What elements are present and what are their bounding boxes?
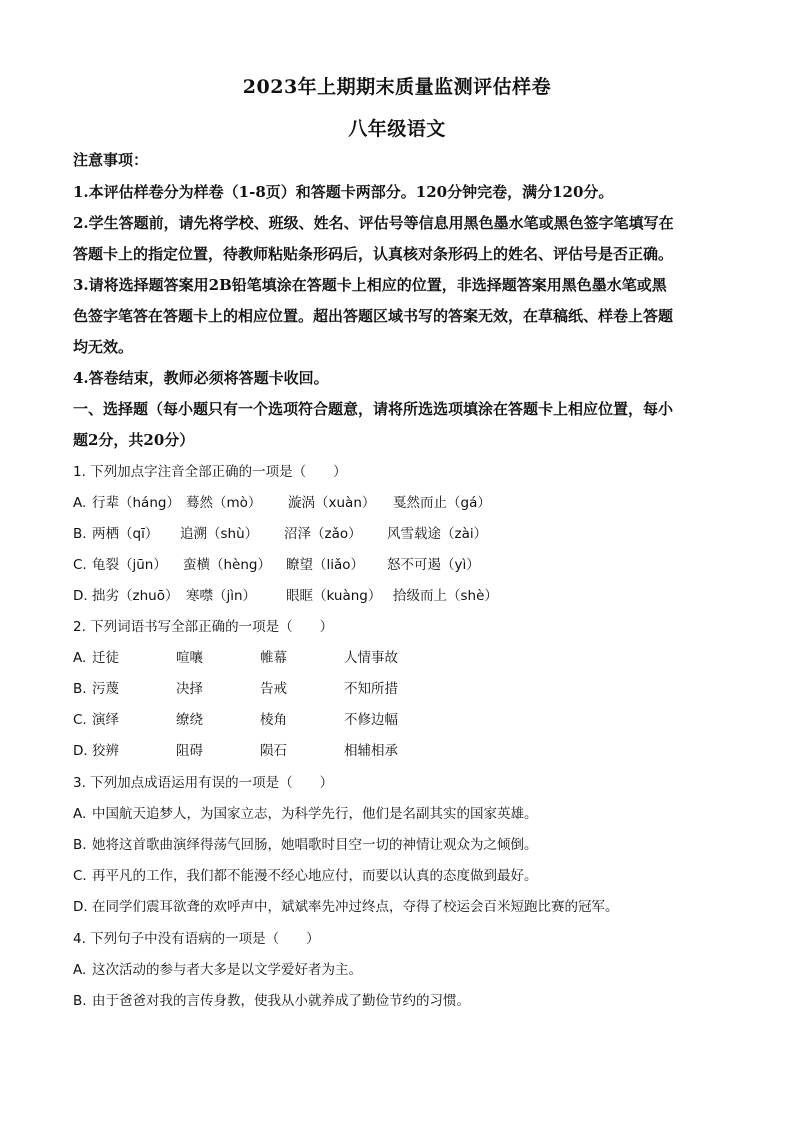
- notice-item: 3.请将选择题答案用2B铅笔填涂在答题卡上相应的位置，非选择题答案用黑色墨水笔或黑: [73, 276, 667, 294]
- section-heading: 一、选择题（每小题只有一个选项符合题意，请将所选选项填涂在答题卡上相应位置，每小: [73, 400, 674, 418]
- option-letter: A.: [73, 962, 87, 978]
- option-item: 拙劣（zhuō）: [92, 588, 179, 604]
- option-item: 不修边幅: [344, 712, 398, 728]
- option-item: 喧嚷: [176, 650, 203, 666]
- option-item: 蓦然（mò）: [186, 495, 262, 511]
- option-text: 再平凡的工作，我们都不能漫不经心地应付，而要以认真的态度做到最好。: [92, 868, 538, 884]
- option-letter: A.: [73, 650, 87, 666]
- question-stem: 1. 下列加点字注音全部正确的一项是（ ）: [73, 464, 347, 480]
- option-letter: A.: [73, 806, 87, 822]
- option-text: 她将这首歌曲演绎得荡气回肠，她唱歌时目空一切的神情让观众为之倾倒。: [92, 837, 538, 853]
- option-item: 帷幕: [260, 650, 287, 666]
- question-stem: 2. 下列词语书写全部正确的一项是（ ）: [73, 619, 334, 635]
- option-letter: B.: [73, 526, 87, 542]
- option-item: 寒噤（jìn）: [186, 588, 257, 604]
- option-item: 追溯（shù）: [180, 526, 259, 542]
- page-subtitle: 八年级语文: [348, 118, 446, 140]
- option-item: 狡辨: [92, 743, 119, 759]
- page-title: 2023年上期期末质量监测评估样卷: [242, 76, 552, 98]
- notice-item: 答题卡上的指定位置，待教师粘贴条形码后，认真核对条形码上的姓名、评估号是否正确。: [73, 245, 674, 263]
- notice-item: 2.学生答题前，请先将学校、班级、姓名、评估号等信息用黑色墨水笔或黑色签字笔填写在: [73, 214, 674, 232]
- option-text: 在同学们震耳欲聋的欢呼声中，斌斌率先冲过终点，夺得了校运会百米短跑比赛的冠军。: [92, 899, 619, 915]
- option-item: 拾级而上（shè）: [393, 588, 498, 604]
- option-item: 两栖（qī）: [92, 526, 159, 542]
- option-item: 不知所措: [344, 681, 398, 697]
- option-item: 演绎: [92, 712, 119, 728]
- option-item: 告戒: [260, 681, 287, 697]
- option-letter: D.: [73, 743, 88, 759]
- option-letter: A.: [73, 495, 87, 511]
- option-letter: C.: [73, 557, 87, 573]
- option-letter: C.: [73, 712, 87, 728]
- option-text: 中国航天追梦人，为国家立志，为科学先行，他们是名副其实的国家英雄。: [92, 806, 538, 822]
- option-item: 怒不可遏（yì）: [387, 557, 480, 573]
- question-stem: 4. 下列句子中没有语病的一项是（ ）: [73, 931, 320, 947]
- section-heading: 题2分，共20分）: [73, 431, 195, 449]
- option-item: 戛然而止（gá）: [393, 495, 491, 511]
- option-item: 迁徒: [92, 650, 119, 666]
- option-item: 行辈（háng）: [92, 495, 180, 511]
- option-item: 污蔑: [92, 681, 119, 697]
- option-item: 阻碍: [176, 743, 203, 759]
- notice-item: 1.本评估样卷分为样卷（1-8页）和答题卡两部分。120分钟完卷，满分120分。: [73, 183, 614, 201]
- option-item: 沼泽（zǎo）: [284, 526, 362, 542]
- option-item: 相辅相承: [344, 743, 398, 759]
- option-item: 棱角: [260, 712, 287, 728]
- option-item: 陨石: [260, 743, 287, 759]
- option-letter: D.: [73, 899, 88, 915]
- option-text: 这次活动的参与者大多是以文学爱好者为主。: [92, 962, 362, 978]
- option-letter: B.: [73, 837, 87, 853]
- option-item: 眼眶（kuàng）: [286, 588, 382, 604]
- notice-item: 色签字笔答在答题卡上的相应位置。超出答题区域书写的答案无效，在草稿纸、样卷上答题: [73, 307, 674, 325]
- option-item: 蛮横（hèng）: [183, 557, 271, 573]
- notice-item: 4.答卷结束，教师必须将答题卡收回。: [73, 369, 329, 387]
- option-item: 风雪载途（zài）: [387, 526, 488, 542]
- option-item: 人情事故: [344, 650, 398, 666]
- option-item: 龟裂（jūn）: [92, 557, 167, 573]
- option-letter: D.: [73, 588, 88, 604]
- question-stem: 3. 下列加点成语运用有误的一项是（ ）: [73, 775, 334, 791]
- option-item: 缭绕: [176, 712, 203, 728]
- option-letter: C.: [73, 868, 87, 884]
- notice-item: 均无效。: [73, 338, 134, 356]
- notice-heading: 注意事项：: [73, 151, 149, 169]
- option-item: 决择: [176, 681, 203, 697]
- option-item: 漩涡（xuàn）: [288, 495, 376, 511]
- option-item: 瞭望（liǎo）: [286, 557, 365, 573]
- option-letter: B.: [73, 681, 87, 697]
- option-text: 由于爸爸对我的言传身教，使我从小就养成了勤俭节约的习惯。: [92, 993, 470, 1009]
- option-letter: B.: [73, 993, 87, 1009]
